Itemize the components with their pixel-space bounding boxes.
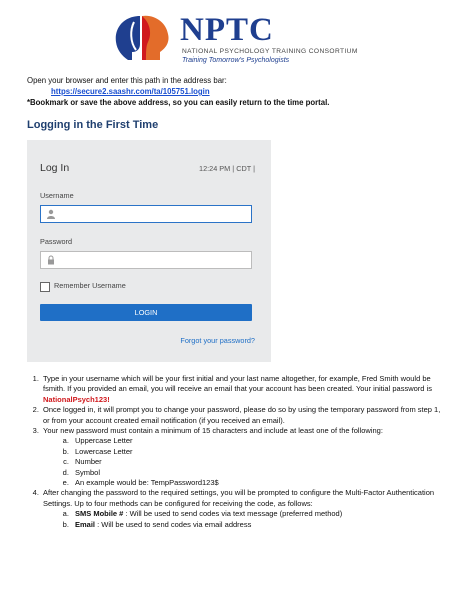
sms-label: SMS Mobile #	[75, 509, 126, 519]
step-1	[41, 374, 447, 405]
intro-block	[27, 75, 447, 108]
email-text: : Will be used to send codes via email address	[97, 519, 252, 529]
step-4-text: After changing the password to the required settings, you will be prompted to configure the Multi-Factor Authentication Settings. Up to four methods can be configured for receiving the code, as follows:	[43, 488, 435, 508]
list-item: a. Uppercase Letter	[71, 436, 447, 446]
list-item: b. Lowercase Letter	[71, 447, 447, 457]
sms-text: : Will be used to send codes via text message (preferred method)	[125, 509, 343, 519]
remember-username-checkbox[interactable]	[40, 282, 50, 292]
remember-username-label: Remember Username	[54, 281, 126, 290]
user-icon	[46, 209, 56, 219]
step-3	[41, 426, 447, 488]
username-input[interactable]	[40, 205, 252, 223]
logo-subtitle: NATIONAL PSYCHOLOGY TRAINING CONSORTIUM	[182, 48, 358, 55]
initial-password: NationalPsych123!	[43, 394, 110, 404]
nptc-logo	[110, 12, 360, 64]
step-2	[41, 405, 447, 426]
password-input[interactable]	[40, 251, 252, 269]
step-1-text: Type in your username which will be your first initial and your last name altogether, for example, Fred Smith would be fsmith. If you provided an email, you will receive an email that your account has been created. Your initial password is	[43, 374, 432, 394]
logo-tagline: Training Tomorrow's Psychologists	[182, 57, 290, 64]
email-label: Email	[75, 519, 98, 529]
portal-url-link[interactable]: https://secure2.saashr.com/ta/105751.login	[51, 87, 210, 96]
bookmark-note: *Bookmark or save the above address, so you can easily return to the time portal.	[27, 98, 330, 107]
step-2-text: Once logged in, it will prompt you to change your password, please do so by using the temporary password from step 1, or from your account created email notification (if you received an email).	[43, 405, 441, 425]
forgot-password-link[interactable]: Forgot your password?	[180, 336, 255, 345]
instructions-list	[27, 374, 447, 530]
section-title: Logging in the First Time	[27, 119, 159, 131]
step-4	[41, 488, 447, 530]
password-label: Password	[40, 237, 73, 246]
list-item	[71, 520, 447, 530]
login-title: Log In	[40, 162, 70, 174]
intro-instruction: Open your browser and enter this path in the address bar:	[27, 76, 227, 85]
logo-text: NPTC	[180, 12, 274, 48]
list-item: c. Number	[71, 457, 447, 467]
login-time: 12:24 PM | CDT |	[199, 164, 255, 173]
username-label: Username	[40, 191, 74, 200]
list-item	[71, 509, 447, 519]
login-button[interactable]: LOGIN	[40, 304, 252, 321]
head-profile-logo-icon	[110, 12, 174, 64]
list-item: e. An example would be: TempPassword123$	[71, 478, 447, 488]
lock-icon	[46, 255, 56, 265]
list-item: d. Symbol	[71, 468, 447, 478]
login-panel	[27, 140, 271, 362]
step-3-text: Your new password must contain a minimum of 15 characters and include at least one of the following:	[43, 426, 383, 436]
